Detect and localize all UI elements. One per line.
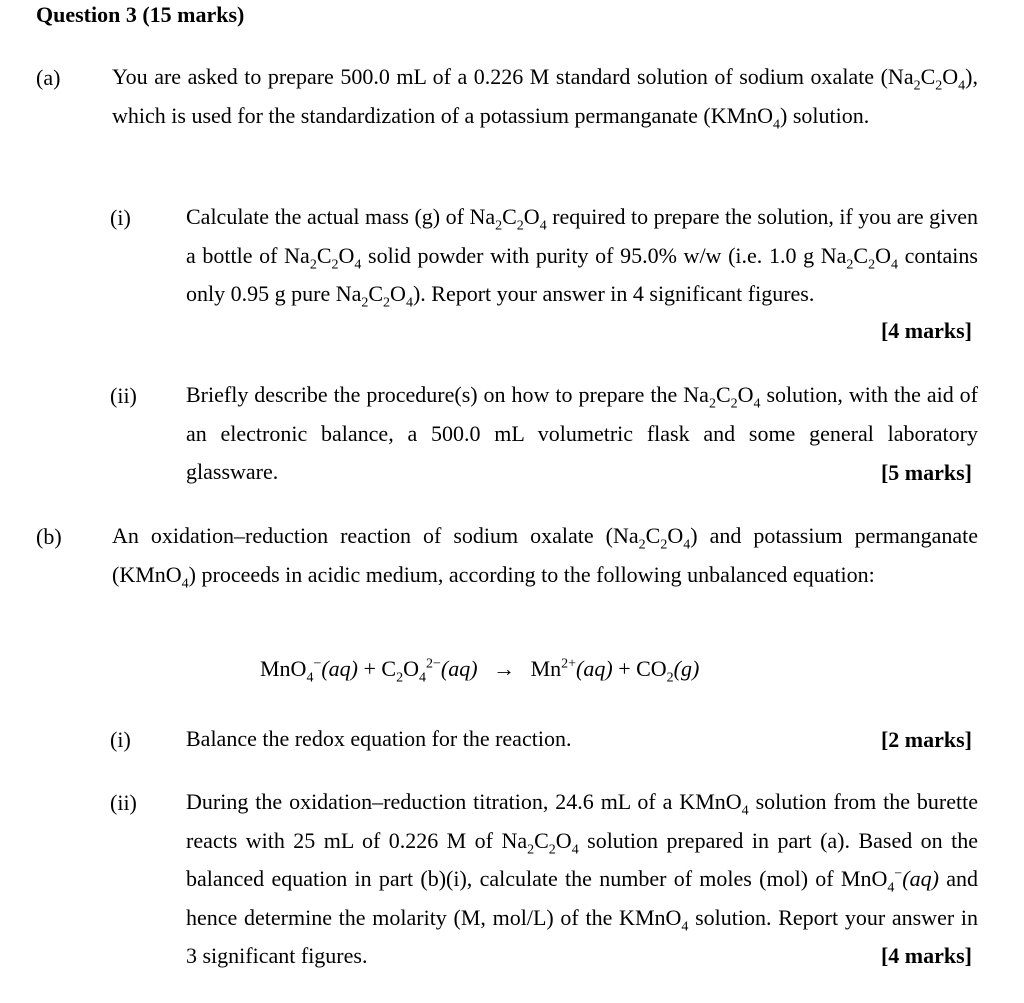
part-a-ii-text: Briefly describe the procedure(s) on how to prepare the $Na_2C_2O_4$ solution, with the aid of an electronic balance, a 500.0 mL volumetric flask and some general laboratory glassware. (186, 382, 979, 484)
arrow-icon: → (493, 656, 516, 681)
part-b-label: (b) (36, 524, 62, 549)
part-b-i-text: Balance the redox equation for the reaction. (186, 726, 572, 751)
part-a-label: (a) (36, 65, 61, 90)
redox-equation: $MnO_4^-(aq) + C_2O_4^{2-}(aq) \to Mn^{2+}(aq) + CO_2(g)$ (260, 656, 700, 686)
part-a-ii-label: (ii) (110, 383, 137, 408)
part-a-ii-marks: [5 marks] (880, 460, 972, 485)
part-b-i-label: (i) (110, 727, 131, 752)
part-a-intro: You are asked to prepare 500.0 mL of a 0.226 M standard solution of sodium oxalate $(Na_2C_2O_4)$, which is used for the standardization of a potassium permanganate (KMnO$_4$) solution. (112, 64, 978, 132)
part-b-i-marks: [2 marks] (880, 727, 972, 752)
part-b-intro: An oxidation–reduction reaction of sodium oxalate $(Na_2C_2O_4)$ and potassium permanganate (KMnO$_4$) proceeds in acidic medium, according to the following unbalanced equation: (112, 523, 978, 591)
part-a-i-marks: [4 marks] (880, 318, 972, 343)
part-b-ii-text: During the oxidation–reduction titration, 24.6 mL of a KMnO$_4$ solution from the burette reacts with 25 mL of 0.226 M of $Na_2C_2O_4$ solution prepared in part (a). Based on the balanced equation in part (b)(i), calculate the number of moles (mol) of MnO$_4$−(aq) and hence determine the molarity (M, mol/L) of the KMnO$_4$ solution. Report your answer in 3 significant figures. (186, 789, 979, 968)
part-b-ii-label: (ii) (110, 790, 137, 815)
part-a-i-text: Calculate the actual mass (g) of $Na_2C_2O_4$ required to prepare the solution, if you are given a bottle of $Na_2C_2O_4$ solid powder with purity of 95.0% w/w (i.e. 1.0 g $Na_2C_2O_4$ contains only 0.95 g pure $Na_2C_2O_4$). Report your answer in 4 significant figures. (186, 204, 978, 311)
part-b-ii-marks: [4 marks] (880, 943, 972, 968)
part-a-i-label: (i) (110, 205, 131, 230)
question-title: Question 3 (15 marks) (36, 2, 245, 27)
